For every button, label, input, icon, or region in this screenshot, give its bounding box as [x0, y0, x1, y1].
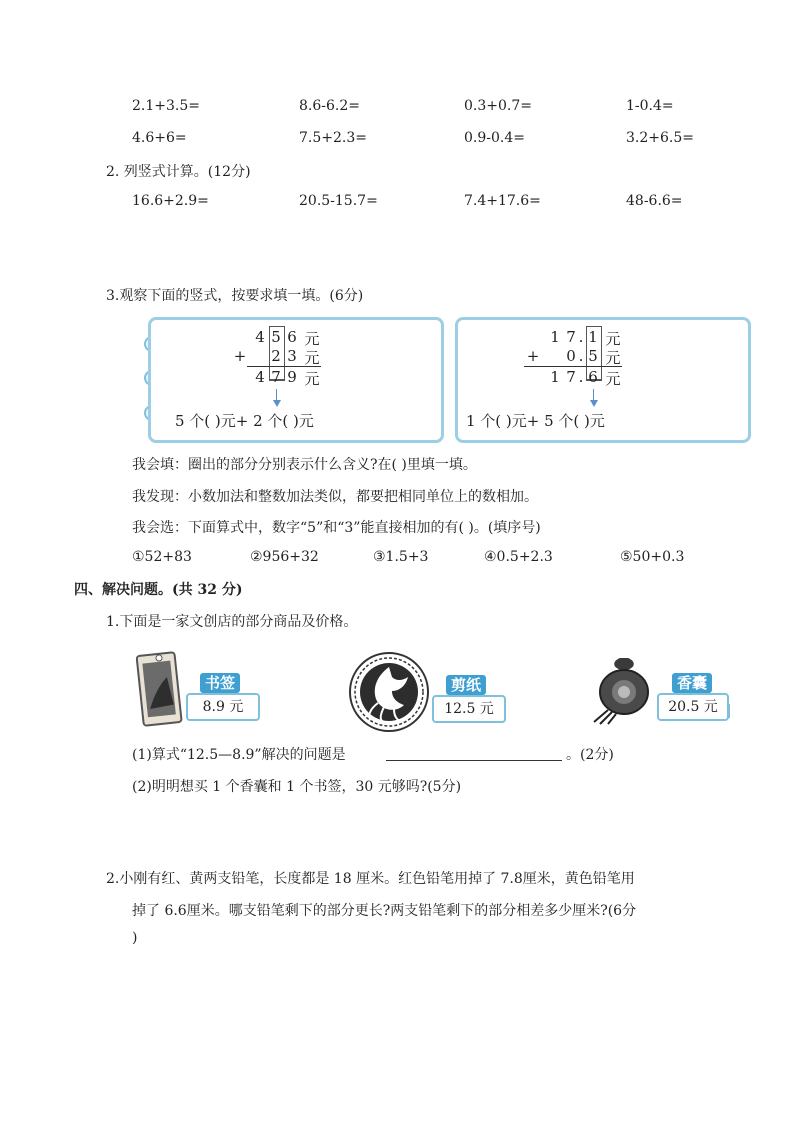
- price-label: 12.5 元: [444, 701, 494, 717]
- option-item: ①52+83: [132, 549, 192, 565]
- product-name: 剪纸: [446, 675, 486, 695]
- tassel-icon: [504, 706, 506, 720]
- digit: 0: [566, 347, 576, 365]
- sum-rule: [524, 366, 622, 367]
- price-tag: [432, 695, 506, 723]
- calc-item: 4.6+6=: [132, 130, 187, 146]
- decimal-point: .: [578, 347, 584, 365]
- q1-part1: (1)算式“12.5—8.9”解决的问题是: [132, 747, 346, 763]
- calc-item: 8.6-6.2=: [299, 98, 360, 114]
- digit: 1: [550, 368, 560, 386]
- option-item: ③1.5+3: [373, 549, 429, 565]
- price-label: 20.5 元: [668, 699, 718, 715]
- arrow-head-icon: [273, 400, 281, 407]
- product-name: 书签: [200, 673, 240, 693]
- calc-item: 0.9-0.4=: [464, 130, 525, 146]
- vertical-form-card-right: [455, 317, 751, 443]
- digit: 1: [550, 328, 560, 346]
- unit-label: 元: [304, 330, 320, 348]
- digit: 1: [588, 328, 598, 346]
- section2-heading: 2. 列竖式计算。(12分): [106, 164, 251, 180]
- calc-item: 16.6+2.9=: [132, 193, 209, 209]
- digit: 2: [271, 347, 281, 365]
- q1-intro: 1.下面是一家文创店的部分商品及价格。: [106, 614, 358, 630]
- calc-item: 7.4+17.6=: [464, 193, 541, 209]
- choose-instruction: 我会选：下面算式中，数字“5”和“3”能直接相加的有( )。(填序号): [132, 520, 541, 536]
- calc-item: 20.5-15.7=: [299, 193, 378, 209]
- product-name: 香囊: [672, 673, 712, 693]
- decimal-point: .: [578, 368, 584, 386]
- option-item: ④0.5+2.3: [484, 549, 553, 565]
- vertical-form-card-left: [148, 317, 444, 443]
- digit: 5: [588, 347, 598, 365]
- bookmark-icon: [136, 648, 184, 728]
- digit: 4: [255, 368, 265, 386]
- tassel-icon: [728, 704, 730, 718]
- unit-label: 元: [605, 370, 621, 388]
- fill-instruction: 我会填：圈出的部分分别表示什么含义?在( )里填一填。: [132, 457, 477, 473]
- digit: 6: [287, 328, 297, 346]
- discover-statement: 我发现：小数加法和整数加法类似，都要把相同单位上的数相加。: [132, 489, 538, 505]
- digit: 7: [566, 368, 576, 386]
- price-tag: [186, 693, 260, 721]
- digit: 3: [287, 347, 297, 365]
- digit: 4: [255, 328, 265, 346]
- calc-item: 48-6.6=: [626, 193, 683, 209]
- section3-heading: 3.观察下面的竖式，按要求填一填。(6分): [106, 288, 364, 304]
- sachet-icon: [590, 652, 664, 726]
- q2-line: ): [132, 930, 138, 946]
- calc-item: 1-0.4=: [626, 98, 674, 114]
- phoenix-papercut-icon: [348, 651, 430, 733]
- plus-sign: +: [233, 347, 247, 365]
- unit-label: 元: [605, 349, 621, 367]
- digit: 5: [271, 328, 281, 346]
- calc-item: 2.1+3.5=: [132, 98, 200, 114]
- digit: 9: [287, 368, 297, 386]
- card-caption: 1 个( )元+ 5 个( )元: [466, 412, 605, 430]
- plus-sign: +: [526, 347, 540, 365]
- decimal-point: .: [578, 328, 584, 346]
- option-item: ⑤50+0.3: [620, 549, 685, 565]
- tassel-icon: [258, 702, 260, 716]
- sum-rule: [247, 366, 321, 367]
- unit-label: 元: [605, 330, 621, 348]
- q2-line: 2.小刚有红、黄两支铅笔，长度都是 18 厘米。红色铅笔用掉了 7.8厘米，黄色铅笔用: [106, 871, 635, 887]
- unit-label: 元: [304, 370, 320, 388]
- calc-item: 0.3+0.7=: [464, 98, 532, 114]
- digit: 6: [588, 368, 598, 386]
- calc-item: 7.5+2.3=: [299, 130, 367, 146]
- price-label: 8.9 元: [202, 699, 244, 715]
- digit: 7: [271, 368, 281, 386]
- q1-part1-score: 。(2分): [566, 747, 614, 763]
- calc-item: 3.2+6.5=: [626, 130, 694, 146]
- answer-blank[interactable]: [386, 760, 562, 761]
- q1-part2: (2)明明想买 1 个香囊和 1 个书签，30 元够吗?(5分): [132, 779, 462, 795]
- option-item: ②956+32: [250, 549, 319, 565]
- q2-line: 掉了 6.6厘米。哪支铅笔剩下的部分更长?两支铅笔剩下的部分相差多少厘米?(6分: [132, 903, 637, 919]
- arrow-head-icon: [590, 400, 598, 407]
- card-caption: 5 个( )元+ 2 个( )元: [175, 412, 314, 430]
- digit: 7: [566, 328, 576, 346]
- section4-heading: 四、解决问题。(共 32 分): [74, 582, 243, 598]
- unit-label: 元: [304, 349, 320, 367]
- price-tag: [657, 693, 729, 721]
